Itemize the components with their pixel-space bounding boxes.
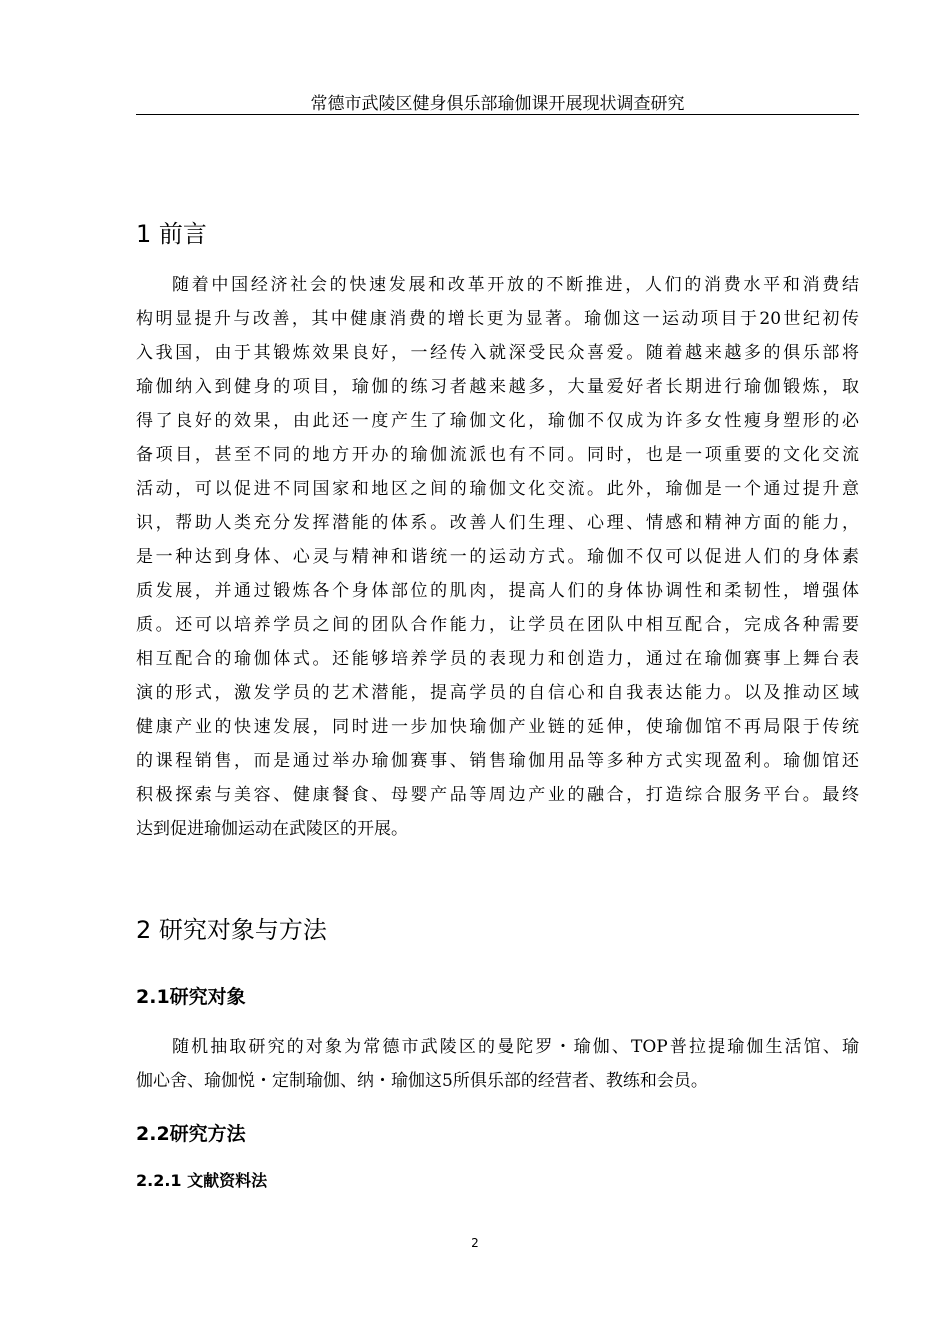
section-2-1-heading: 2.1研究对象	[136, 986, 246, 1008]
section-1-heading: 1 前言	[136, 220, 207, 248]
paragraph-line: 达到促进瑜伽运动在武陵区的开展。	[136, 819, 408, 839]
section-1-paragraph	[136, 268, 859, 846]
section-2-heading: 2 研究对象与方法	[136, 916, 327, 944]
page-number: 2	[471, 1236, 479, 1250]
paragraph-line: 构明显提升与改善，其中健康消费的增长更为显著。瑜伽这一运动项目于20世纪初传	[136, 309, 859, 329]
paragraph-line: 健康产业的快速发展，同时进一步加快瑜伽产业链的延伸，使瑜伽馆不再局限于传统	[136, 717, 859, 737]
paragraph-line: 瑜伽纳入到健身的项目，瑜伽的练习者越来越多，大量爱好者长期进行瑜伽锻炼，取	[136, 377, 859, 397]
paragraph-line: 入我国，由于其锻炼效果良好，一经传入就深受民众喜爱。随着越来越多的俱乐部将	[136, 343, 859, 363]
paragraph-line: 得了良好的效果，由此还一度产生了瑜伽文化，瑜伽不仅成为许多女性瘦身塑形的必	[136, 411, 859, 431]
paragraph-line: 随机抽取研究的对象为常德市武陵区的曼陀罗・瑜伽、TOP普拉提瑜伽生活馆、瑜	[172, 1037, 859, 1057]
paragraph-line: 质。还可以培养学员之间的团队合作能力，让学员在团队中相互配合，完成各种需要	[136, 615, 859, 635]
paragraph-line: 积极探索与美容、健康餐食、母婴产品等周边产业的融合，打造综合服务平台。最终	[136, 785, 859, 805]
paragraph-line: 随着中国经济社会的快速发展和改革开放的不断推进，人们的消费水平和消费结	[172, 275, 859, 295]
section-2-1-paragraph	[136, 1030, 859, 1098]
paragraph-line: 相互配合的瑜伽体式。还能够培养学员的表现力和创造力，通过在瑜伽赛事上舞台表	[136, 649, 859, 669]
paragraph-line: 的课程销售，而是通过举办瑜伽赛事、销售瑜伽用品等多种方式实现盈利。瑜伽馆还	[136, 751, 859, 771]
section-2-2-heading: 2.2研究方法	[136, 1123, 246, 1145]
paragraph-line: 识，帮助人类充分发挥潜能的体系。改善人们生理、心理、情感和精神方面的能力，	[136, 513, 859, 533]
section-2-2-1-heading: 2.2.1 文献资料法	[136, 1171, 268, 1190]
paragraph-line: 是一种达到身体、心灵与精神和谐统一的运动方式。瑜伽不仅可以促进人们的身体素	[136, 547, 859, 567]
paragraph-line: 备项目，甚至不同的地方开办的瑜伽流派也有不同。同时，也是一项重要的文化交流	[136, 445, 859, 465]
paragraph-line: 伽心舍、瑜伽悦・定制瑜伽、纳・瑜伽这5所俱乐部的经营者、教练和会员。	[136, 1071, 708, 1091]
paragraph-line: 活动，可以促进不同国家和地区之间的瑜伽文化交流。此外，瑜伽是一个通过提升意	[136, 479, 859, 499]
paragraph-line: 质发展，并通过锻炼各个身体部位的肌肉，提高人们的身体协调性和柔韧性，增强体	[136, 581, 859, 601]
paragraph-line: 演的形式，激发学员的艺术潜能，提高学员的自信心和自我表达能力。以及推动区域	[136, 683, 859, 703]
header-rule	[136, 114, 859, 115]
running-header: 常德市武陵区健身俱乐部瑜伽课开展现状调查研究	[310, 94, 685, 114]
